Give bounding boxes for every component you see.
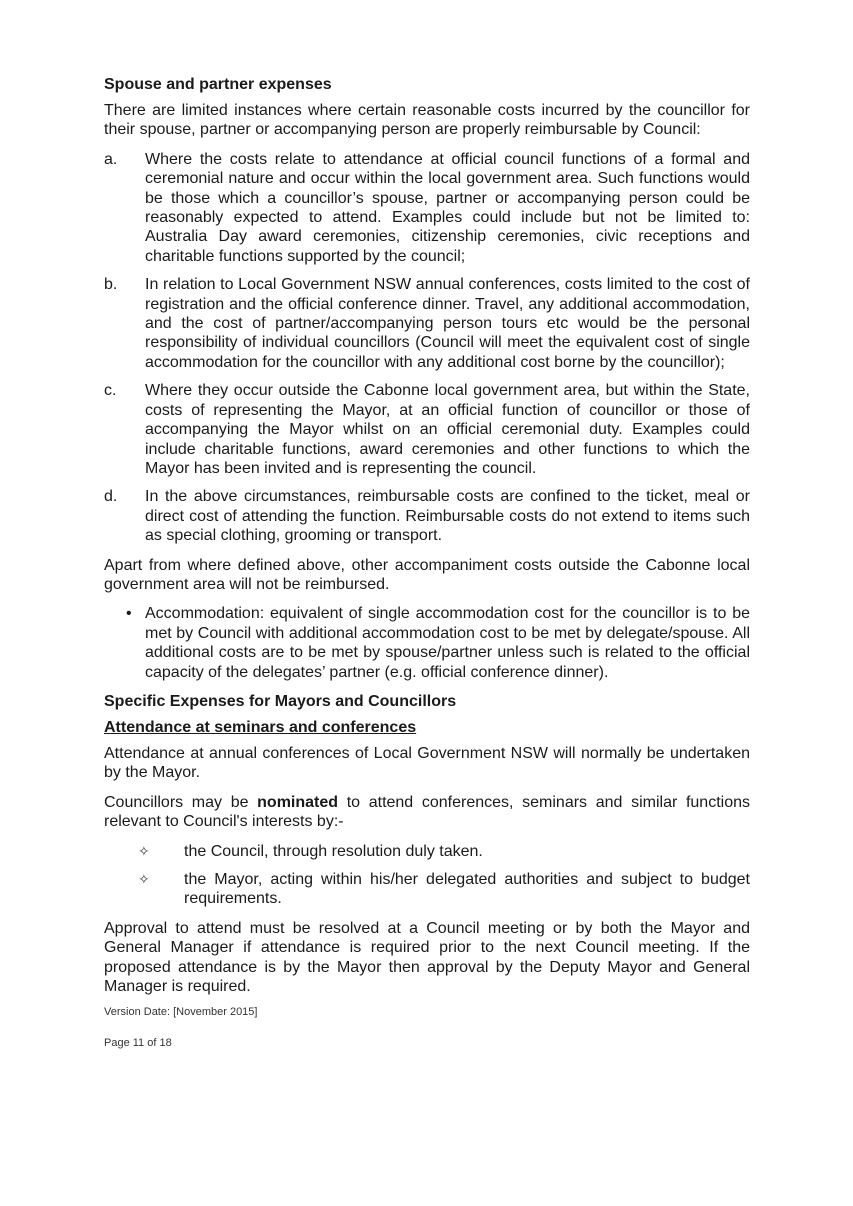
- heading-specific-expenses: Specific Expenses for Mayors and Councillors: [104, 692, 457, 710]
- document-page: [104, 75, 750, 1050]
- nominated-bold: nominated: [257, 793, 339, 811]
- list-item: [104, 275, 750, 372]
- list-item: [104, 150, 750, 266]
- nomination-method-list: [104, 842, 750, 909]
- annual-conference-paragraph: Attendance at annual conferences of Local Government NSW will normally be undertaken by the Mayor.: [104, 744, 750, 782]
- list-item-text: the Mayor, acting within his/her delegated authorities and subject to budget requirements.: [184, 871, 750, 908]
- nominated-paragraph: [104, 793, 750, 832]
- list-marker: c.: [104, 382, 117, 400]
- nominated-text-after: to attend conferences, seminars and similar functions relevant to Council's interests by:-: [104, 793, 750, 831]
- star-diamond-icon: ✧: [138, 871, 150, 887]
- list-item-text: Accommodation: equivalent of single accommodation cost for the councillor is to be met by Council with additional accommodation cost to be met by delegate/spouse. All additional costs are to be met by spouse/partner unless such is related to the official capacity of the delegates’ partner (e.g. official conference dinner).: [145, 605, 750, 681]
- list-item-text: In relation to Local Government NSW annual conferences, costs limited to the cost of registration and the official conference dinner. Travel, any additional accommodation, and the cost of partner/accompanying person tours etc would be the personal responsibility of individual councillors (Council will meet the equivalent cost of single accommodation for the councillor with any additional cost borne by the councillor);: [145, 276, 750, 371]
- heading-spouse-partner-expenses: Spouse and partner expenses: [104, 76, 332, 93]
- page-number: Page 11 of 18: [104, 1037, 172, 1050]
- list-marker: a.: [104, 150, 118, 168]
- list-marker: b.: [104, 276, 118, 294]
- subheading-seminars-conferences: Attendance at seminars and conferences: [104, 718, 417, 736]
- list-item: [104, 870, 750, 909]
- list-item-text: Where they occur outside the Cabonne local government area, but within the State, costs of representing the Mayor, at an official function of councillor or those of accompanying the Mayor whilst on an official ceremonial duty. Examples could include charitable functions, award ceremonies and other functions to which the Mayor has been invited and is representing the council.: [145, 382, 750, 477]
- nominated-text-before: Councillors may be: [104, 793, 258, 811]
- list-item: [104, 381, 750, 478]
- list-item: [104, 604, 750, 682]
- list-item-text: Where the costs relate to attendance at official council functions of a formal and ceremonial nature and occur within the local government area. Such functions would be those which a councillor’s spouse, partner or accompanying person could be reasonably expected to attend. Examples could include but not be limited to: Australia Day award ceremonies, citizenship ceremonies, civic receptions and charitable functions supported by the council;: [145, 150, 750, 265]
- star-diamond-icon: ✧: [138, 842, 150, 859]
- approval-paragraph: Approval to attend must be resolved at a Council meeting or by both the Mayor and General Manager if attendance is required prior to the next Council meeting. If the proposed attendance is by the Mayor then approval by the Deputy Mayor and General Manager is required.: [104, 919, 750, 996]
- version-date: Version Date: [November 2015]: [104, 1006, 258, 1019]
- list-item: [104, 487, 750, 545]
- list-marker: d.: [104, 488, 118, 506]
- bullet-icon: •: [126, 605, 132, 623]
- list-item: [104, 842, 750, 861]
- intro-paragraph: There are limited instances where certain reasonable costs incurred by the councillor for their spouse, partner or accompanying person are properly reimbursable by Council:: [104, 102, 750, 139]
- list-item-text: In the above circumstances, reimbursable costs are confined to the ticket, meal or direct cost of attending the function. Reimbursable costs do not extend to items such as special clothing, grooming or transport.: [145, 488, 750, 545]
- accommodation-bullet-list: [104, 604, 750, 682]
- reimbursable-cost-list: [104, 150, 750, 546]
- apart-paragraph: Apart from where defined above, other accompaniment costs outside the Cabonne local government area will not be reimbursed.: [104, 556, 750, 593]
- list-item-text: the Council, through resolution duly taken.: [184, 842, 483, 860]
